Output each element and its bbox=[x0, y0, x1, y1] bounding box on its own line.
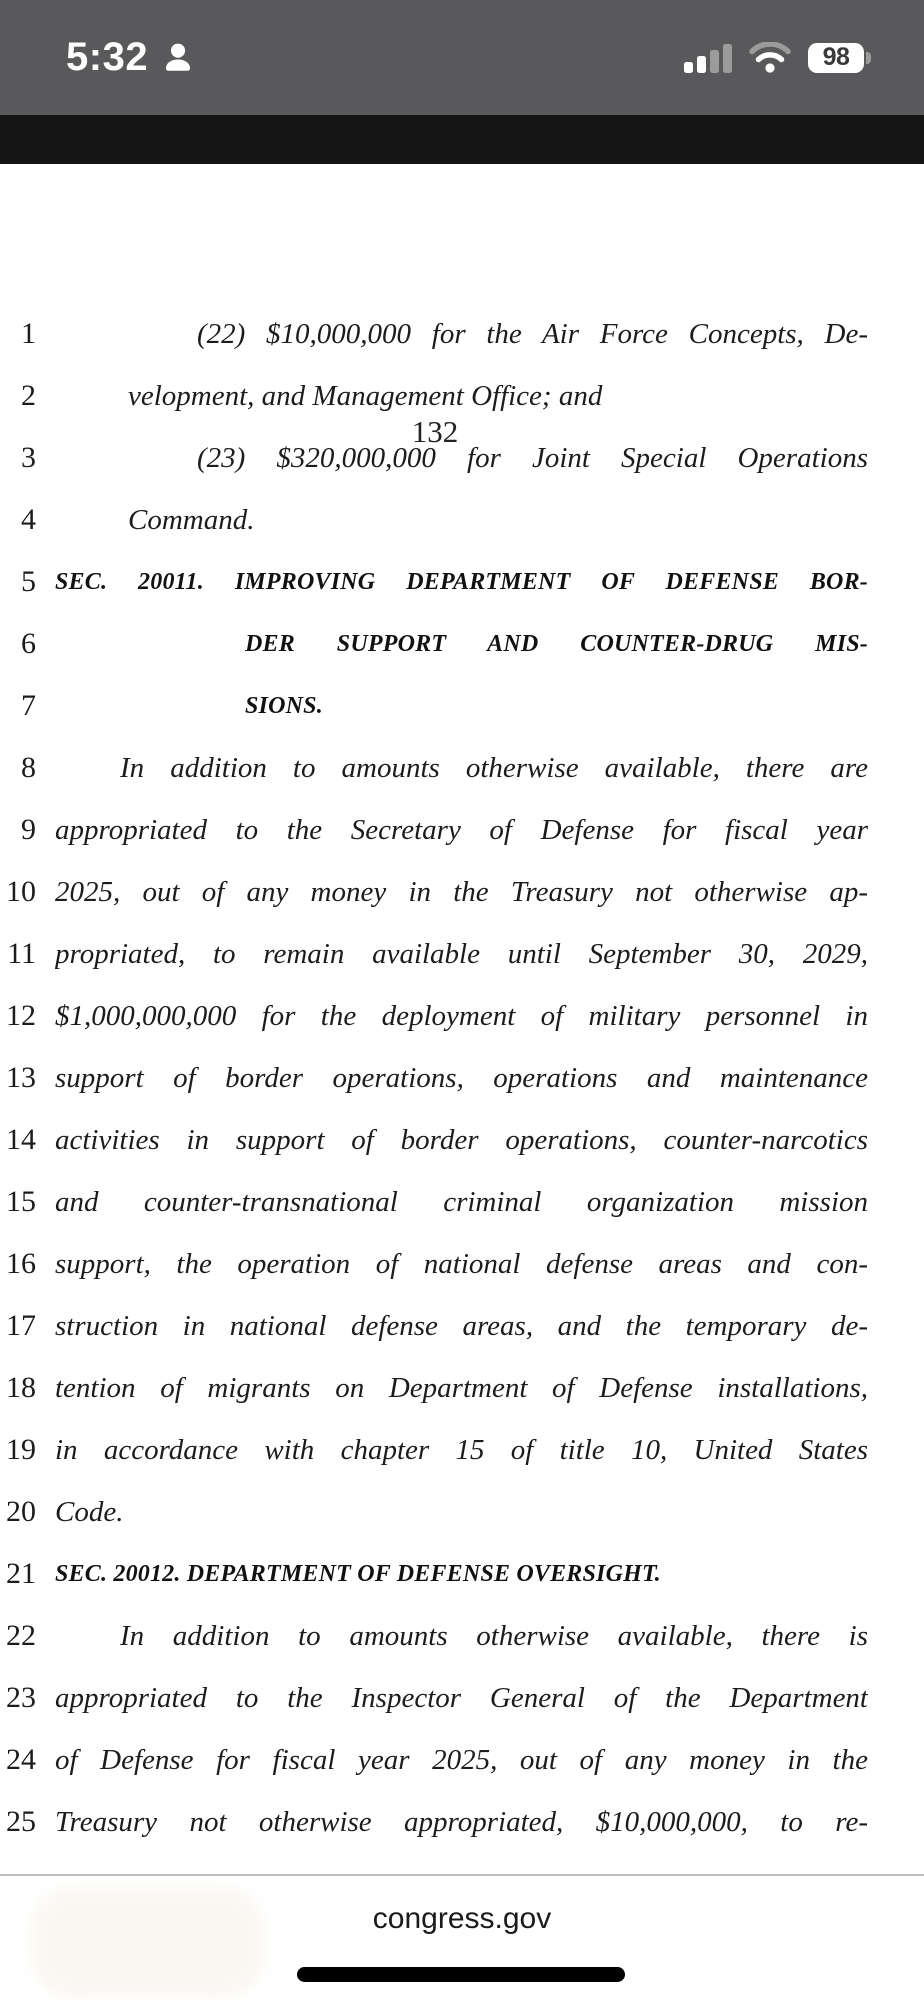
line-text: and counter-transnational criminal organization mission bbox=[55, 1186, 868, 1218]
line-text: (23) $320,000,000 for Joint Special Operations bbox=[197, 442, 868, 474]
line-text: of Defense for fiscal year 2025, out of any money in the bbox=[55, 1744, 868, 1776]
line-text: Code. bbox=[55, 1496, 124, 1528]
document-top-letterbox bbox=[0, 115, 924, 164]
line-number: 22 bbox=[6, 1619, 36, 1652]
document-line bbox=[0, 551, 924, 613]
line-text: Command. bbox=[128, 504, 255, 536]
line-text: appropriated to the Secretary of Defense for fiscal year bbox=[55, 814, 868, 846]
line-text: In addition to amounts otherwise available, there are bbox=[120, 752, 868, 784]
line-text: support of border operations, operations and maintenance bbox=[55, 1062, 868, 1094]
wifi-icon bbox=[749, 42, 791, 73]
document-line bbox=[0, 861, 924, 923]
line-number: 6 bbox=[21, 627, 36, 660]
line-number: 14 bbox=[6, 1123, 36, 1156]
line-number: 24 bbox=[6, 1743, 36, 1776]
status-bar bbox=[0, 0, 924, 115]
document-line bbox=[0, 365, 924, 427]
line-text: In addition to amounts otherwise available, there is bbox=[120, 1620, 868, 1652]
document-page[interactable] bbox=[0, 164, 924, 1874]
line-text: struction in national defense areas, and the temporary de- bbox=[55, 1310, 868, 1342]
line-number: 16 bbox=[6, 1247, 36, 1280]
status-right-cluster bbox=[684, 0, 864, 115]
line-text: (22) $10,000,000 for the Air Force Concepts, De- bbox=[197, 318, 868, 350]
line-number: 4 bbox=[21, 503, 36, 536]
document-line bbox=[0, 1729, 924, 1791]
line-number: 23 bbox=[6, 1681, 36, 1714]
line-text: DER SUPPORT AND COUNTER-DRUG MIS- bbox=[245, 631, 868, 657]
document-line bbox=[0, 1791, 924, 1853]
line-number: 13 bbox=[6, 1061, 36, 1094]
line-text: propriated, to remain available until September 30, 2029, bbox=[55, 938, 868, 970]
line-text: velopment, and Management Office; and bbox=[128, 380, 603, 412]
line-number: 5 bbox=[21, 565, 36, 598]
line-text: 2025, out of any money in the Treasury not otherwise ap- bbox=[55, 876, 868, 908]
address-bar-label[interactable]: congress.gov bbox=[372, 1902, 552, 1935]
document-line bbox=[0, 1233, 924, 1295]
line-number: 11 bbox=[7, 937, 36, 970]
cellular-signal-icon bbox=[684, 43, 732, 73]
line-number: 19 bbox=[6, 1433, 36, 1466]
document-line bbox=[0, 1109, 924, 1171]
line-number: 10 bbox=[6, 875, 36, 908]
document-line bbox=[0, 737, 924, 799]
line-number: 7 bbox=[21, 689, 36, 722]
line-text: SIONS. bbox=[245, 693, 323, 719]
browser-toolbar bbox=[0, 1876, 924, 2000]
document-line bbox=[0, 1171, 924, 1233]
document-line bbox=[0, 1605, 924, 1667]
line-number: 12 bbox=[6, 999, 36, 1032]
document-line bbox=[0, 1481, 924, 1543]
document-line bbox=[0, 923, 924, 985]
clock: 5:32 bbox=[66, 35, 149, 79]
line-text: tention of migrants on Department of Defense installations, bbox=[55, 1372, 868, 1404]
status-left-cluster bbox=[66, 0, 194, 115]
document-line bbox=[0, 1295, 924, 1357]
line-number: 18 bbox=[6, 1371, 36, 1404]
document-line bbox=[0, 427, 924, 489]
document-line bbox=[0, 1419, 924, 1481]
document-line bbox=[0, 675, 924, 737]
document-line bbox=[0, 1357, 924, 1419]
line-number: 21 bbox=[6, 1557, 36, 1590]
document-line bbox=[0, 613, 924, 675]
battery-indicator bbox=[808, 43, 864, 73]
line-text: appropriated to the Inspector General of the Department bbox=[55, 1682, 868, 1714]
document-line bbox=[0, 489, 924, 551]
document-line bbox=[0, 303, 924, 365]
line-text: in accordance with chapter 15 of title 10, United States bbox=[55, 1434, 868, 1466]
line-number: 1 bbox=[21, 317, 36, 350]
battery-cap bbox=[866, 52, 871, 64]
line-number: 15 bbox=[6, 1185, 36, 1218]
line-number: 9 bbox=[21, 813, 36, 846]
document-line bbox=[0, 1667, 924, 1729]
person-icon bbox=[162, 41, 194, 75]
document-line bbox=[0, 1047, 924, 1109]
line-number: 25 bbox=[6, 1805, 36, 1838]
line-number: 3 bbox=[21, 441, 36, 474]
document-line bbox=[0, 1543, 924, 1605]
document-line bbox=[0, 985, 924, 1047]
battery-percent: 98 bbox=[822, 43, 850, 71]
line-text: $1,000,000,000 for the deployment of military personnel in bbox=[55, 1000, 868, 1032]
line-text: SEC. 20011. IMPROVING DEPARTMENT OF DEFENSE BOR- bbox=[55, 569, 868, 595]
line-text: Treasury not otherwise appropriated, $10,000,000, to re- bbox=[55, 1806, 868, 1838]
line-text: support, the operation of national defense areas and con- bbox=[55, 1248, 868, 1280]
line-number: 2 bbox=[21, 379, 36, 412]
page-number: 132 bbox=[411, 414, 459, 449]
document-line bbox=[0, 799, 924, 861]
line-text: activities in support of border operations, counter-narcotics bbox=[55, 1124, 868, 1156]
line-number: 20 bbox=[6, 1495, 36, 1528]
line-number: 17 bbox=[6, 1309, 36, 1342]
home-indicator[interactable] bbox=[297, 1967, 625, 1982]
line-number: 8 bbox=[21, 751, 36, 784]
line-text: SEC. 20012. DEPARTMENT OF DEFENSE OVERSIGHT. bbox=[55, 1561, 661, 1587]
